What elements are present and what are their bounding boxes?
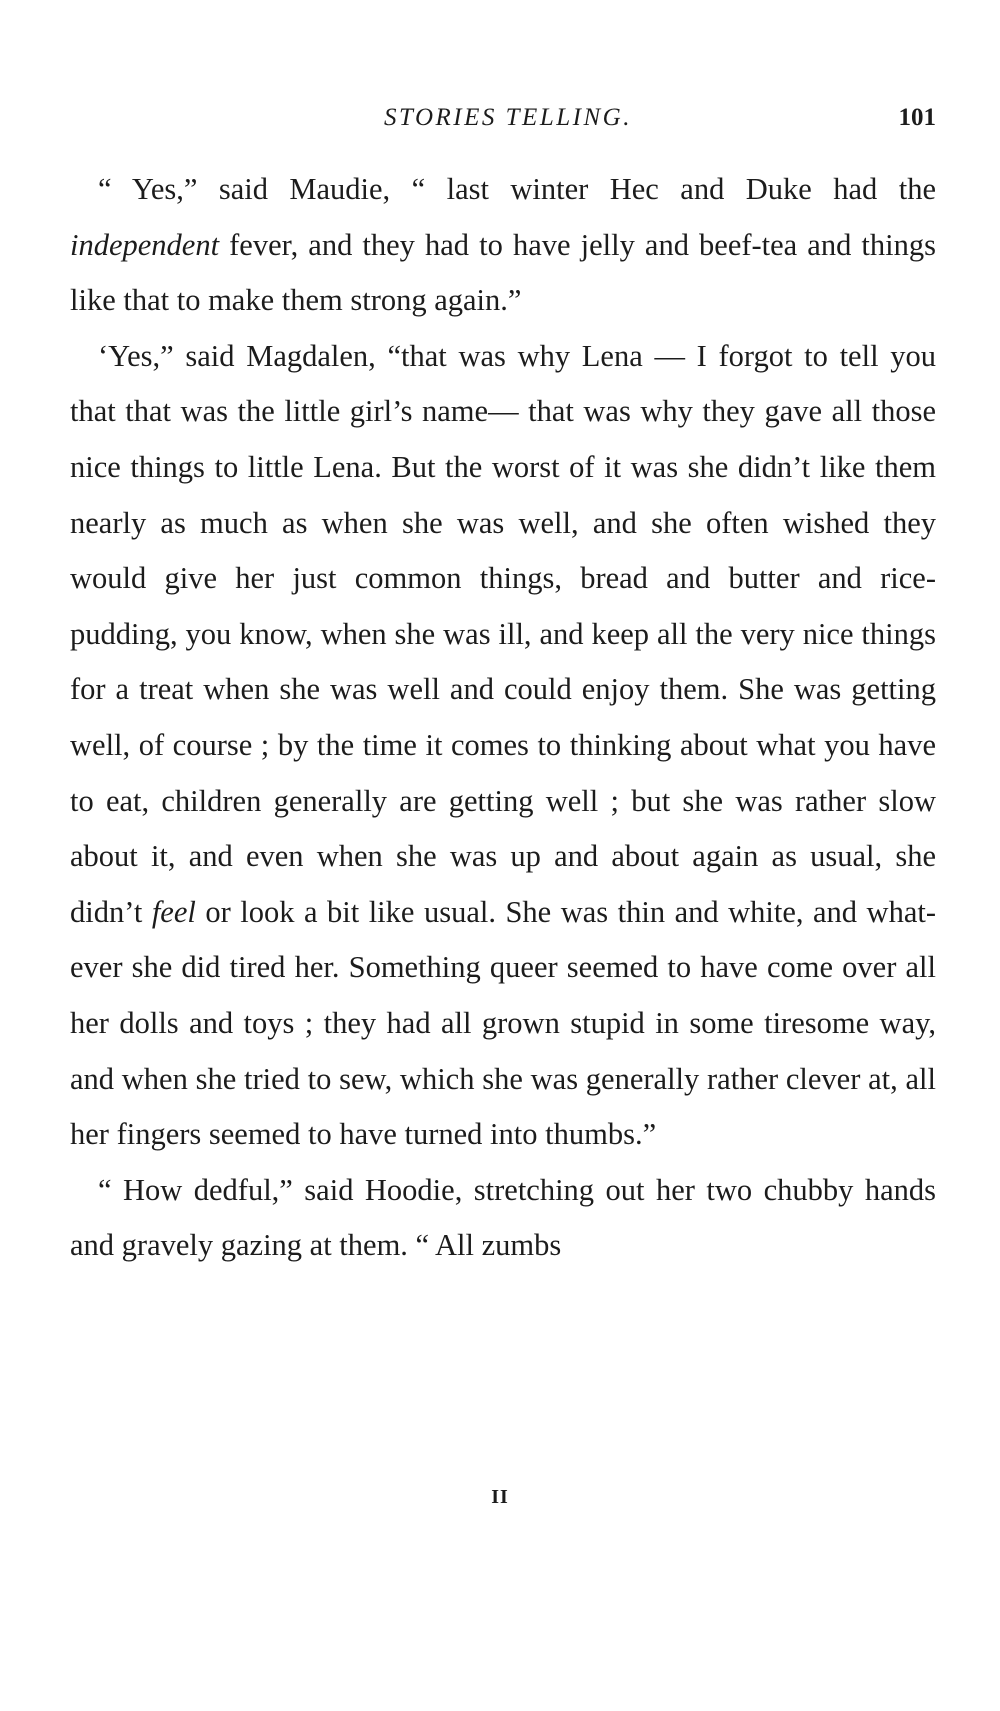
text-run: fever, and they had to have jelly and beef-tea and things like that to make them strong again.” bbox=[70, 227, 936, 318]
text-run: “ How dedful,” said Hoodie, stretching out her two chubby hands and gravely gazing at them. “ All zumbs bbox=[70, 1172, 936, 1263]
paragraph bbox=[70, 1163, 936, 1274]
italic-text-run: independent bbox=[70, 227, 220, 262]
signature-mark: II bbox=[491, 1486, 509, 1508]
text-run: or look a bit like usual. She was thin and white, and what-ever she did tired her. Something queer seemed to have come over all her dolls and toys ; they had all grown stupid in some tiresome way, and when she tried to sew, which she was generally rather clever at, all her fingers seemed to have turned into thumbs.” bbox=[70, 894, 936, 1152]
running-head bbox=[70, 104, 936, 144]
italic-text-run: feel bbox=[151, 894, 196, 929]
paragraph bbox=[70, 162, 936, 329]
page-number: 101 bbox=[898, 104, 936, 131]
running-title: STORIES TELLING. bbox=[384, 104, 632, 131]
text-run: ‘Yes,” said Magdalen, “that was why Lena — I forgot to tell you that that was the little girl’s name— that was why they gave all those nice things to little Lena. But the worst of it was she didn’t like them nearly as much as when she was well, and she often wished they would give her just common things, bread and butter and rice-pudding, you know, when she was ill, and keep all the very nice things for a treat when she was well and could enjoy them. She was getting well, of course ; by the time it comes to thinking about what you have to eat, children generally are getting well ; but she was rather slow about it, and even when she was up and about again as usual, she didn’t bbox=[70, 338, 936, 929]
paragraph bbox=[70, 329, 936, 1163]
text-run: “ Yes,” said Maudie, “ last winter Hec and Duke had the bbox=[98, 172, 936, 206]
body-text bbox=[70, 162, 936, 1274]
